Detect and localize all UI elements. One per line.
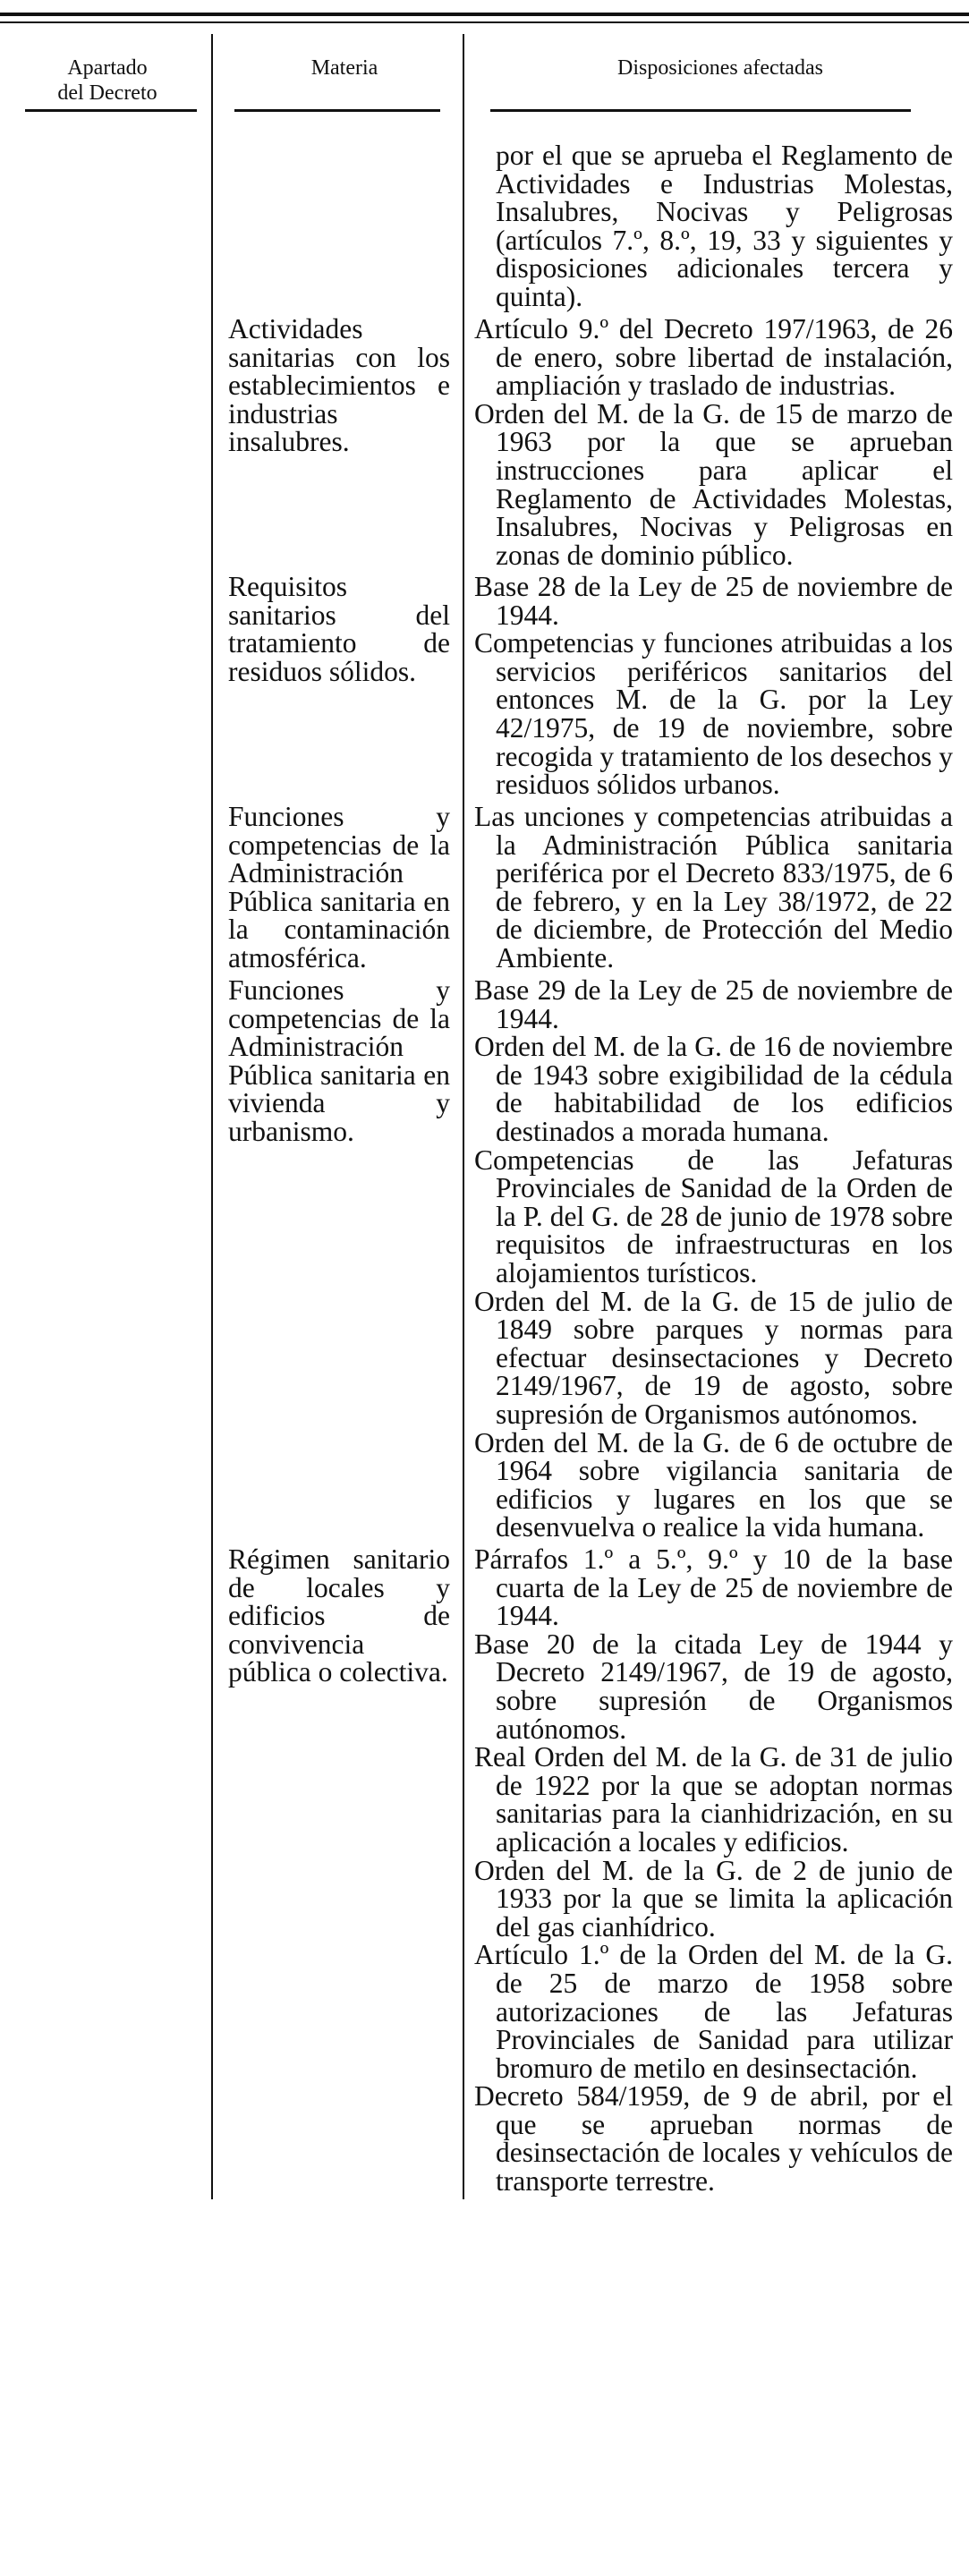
header-underline-materia xyxy=(234,109,440,112)
materia-group-4: Funciones y competencias de la Administración Pública sanitaria en vivienda y urbanismo. xyxy=(228,974,450,1147)
disposicion-entry: Real Orden del M. de la G. de 31 de julio de 1922 por la que se adoptan normas sanitarias para la cianhidrización, en su aplicación a locales y edificios. xyxy=(474,1741,953,1858)
header-apartado-line1: Apartado xyxy=(67,56,148,80)
header-underline-apartado xyxy=(25,109,197,112)
header-disposiciones: Disposiciones afectadas xyxy=(617,56,823,80)
disposiciones-group-5 xyxy=(474,1545,953,2196)
materia-group-1: Actividades sanitarias con los establecimientos e industrias insalubres. xyxy=(228,313,450,458)
disposiciones-group-3 xyxy=(474,803,953,973)
disposicion-entry: Competencias y funciones atribuidas a los servicios periféricos sanitarios del entonces M. de la G. por la Ley 42/1975, de 19 de noviembre, sobre recogida y tratamiento de los desechos y residuos sólidos urbanos. xyxy=(474,627,953,801)
disposicion-entry: Artículo 1.º de la Orden del M. de la G. de 25 de marzo de 1958 sobre autorizaciones de las Jefaturas Provinciales de Sanidad para utilizar bromuro de metilo en desinsectación. xyxy=(474,1939,953,2084)
disposiciones-group-4 xyxy=(474,976,953,1542)
disposicion-entry: Orden del M. de la G. de 6 de octubre de 1964 sobre vigilancia sanitaria de edificios y lugares en los que se desenvuelva o realice la vida humana. xyxy=(474,1426,953,1543)
header-apartado xyxy=(27,55,188,106)
disposicion-entry: Base 28 de la Ley de 25 de noviembre de 1944. xyxy=(474,571,953,631)
disposicion-entry: Las unciones y competencias atribuidas a la Administración Pública sanitaria periférica por el Decreto 833/1975, de 6 de febrero, y en la Ley 38/1972, de 22 de diciembre, de Protección del Medio Ambiente. xyxy=(474,801,953,973)
disposicion-entry: Decreto 584/1959, de 9 de abril, por el que se aprueban normas de desinsectación de locales y vehículos de transporte terrestre. xyxy=(474,2080,953,2198)
header-materia: Materia xyxy=(310,56,378,80)
disposicion-entry: Orden del M. de la G. de 16 de noviembre de 1943 sobre exigibilidad de la cédula de habitabilidad de los edificios destinados a morada humana. xyxy=(474,1031,953,1147)
disposiciones-group-0 xyxy=(474,141,953,311)
disposiciones-group-1 xyxy=(474,315,953,569)
top-rule-thick xyxy=(0,13,969,16)
disposiciones-group-2 xyxy=(474,573,953,799)
materia-group-3: Funciones y competencias de la Administración Pública sanitaria en la contaminación atmosférica. xyxy=(228,801,450,973)
header-apartado-line2: del Decreto xyxy=(57,81,157,105)
disposicion-entry: Orden del M. de la G. de 15 de marzo de 1963 por la que se aprueban instrucciones para aplicar el Reglamento de Actividades Molestas, Insalubres, Nocivas y Peligrosas en zonas de dominio público. xyxy=(474,397,953,571)
disposicion-entry: Base 29 de la Ley de 25 de noviembre de 1944. xyxy=(474,974,953,1034)
column-divider-right xyxy=(463,34,464,2199)
disposicion-entry: Orden del M. de la G. de 2 de junio de 1933 por la que se limita la aplicación del gas cianhídrico. xyxy=(474,1854,953,1943)
top-rule-thin xyxy=(0,21,969,23)
disposicion-entry: Párrafos 1.º a 5.º, 9.º y 10 de la base cuarta de la Ley de 25 de noviembre de 1944. xyxy=(474,1543,953,1632)
disposicion-entry: Orden del M. de la G. de 15 de julio de 1849 sobre parques y normas para efectuar desinsectaciones y Decreto 2149/1967, de 19 de agosto, sobre supresión de Organismos autónomos. xyxy=(474,1285,953,1430)
column-divider-left xyxy=(211,34,213,2199)
materia-group-2: Requisitos sanitarios del tratamiento de residuos sólidos. xyxy=(228,571,450,687)
header-underline-disposiciones xyxy=(490,109,911,112)
disposicion-entry: Competencias de las Jefaturas Provinciales de Sanidad de la Orden de la P. del G. de 28 de junio de 1978 sobre requisitos de infraestructuras en los alojamientos turísticos. xyxy=(474,1143,953,1288)
disposicion-entry: Base 20 de la citada Ley de 1944 y Decreto 2149/1967, de 19 de agosto, sobre supresión de Organismos autónomos. xyxy=(474,1628,953,1745)
disposicion-entry: por el que se aprueba el Reglamento de Actividades e Industrias Molestas, Insalubres, Nocivas y Peligrosas (artículos 7.º, 8.º, 19, 33 y siguientes y disposiciones adicionales tercera y quinta). xyxy=(496,140,953,312)
disposicion-entry: Artículo 9.º del Decreto 197/1963, de 26 de enero, sobre libertad de instalación, ampliación y traslado de industrias. xyxy=(474,313,953,402)
materia-group-5: Régimen sanitario de locales y edificios de convivencia pública o colectiva. xyxy=(228,1543,450,1688)
